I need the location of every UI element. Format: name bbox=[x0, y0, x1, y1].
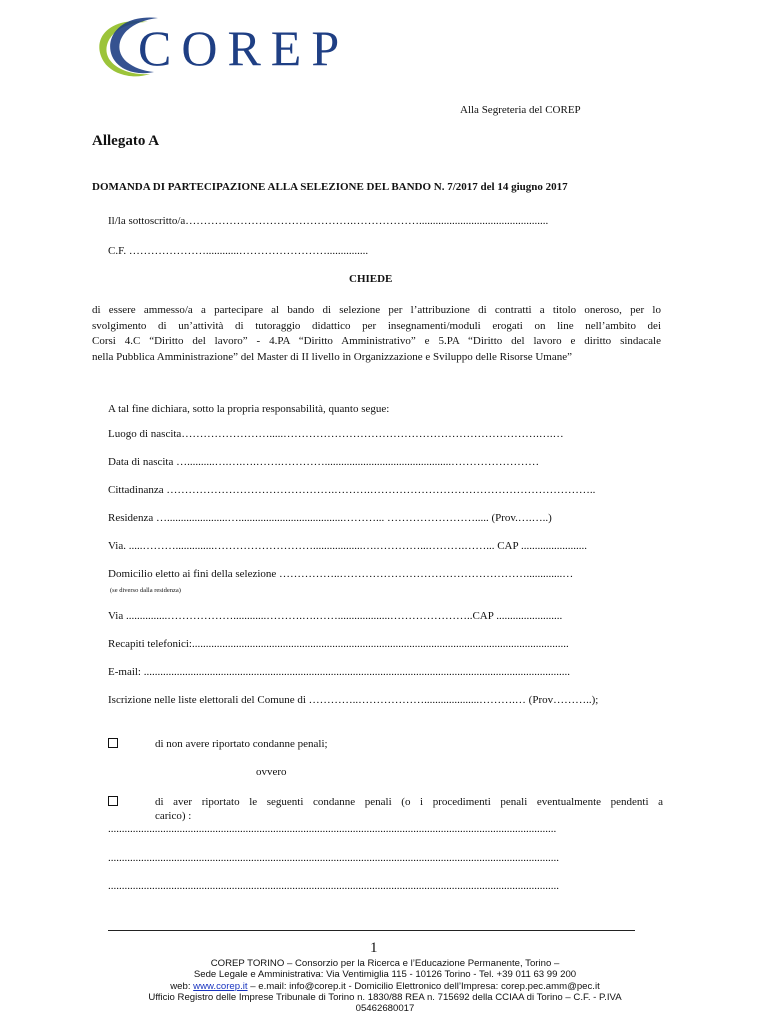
footer-line: 05462680017 bbox=[355, 1003, 415, 1015]
website-link[interactable]: www.corep.it bbox=[193, 980, 248, 992]
condanne-label-line: di aver riportato le seguenti condanne penali (o i procedimenti penali eventualmente pendenti a bbox=[155, 796, 663, 808]
request-line: Corsi 4.C “Diritto del lavoro” - 4.PA “Diritto Amministrativo” e 5.PA “Diritto del lavoro e diritto sindacale bbox=[92, 335, 661, 347]
footer bbox=[90, 958, 680, 1014]
no-condanne-checkbox[interactable] bbox=[108, 738, 118, 748]
via-domicilio-field[interactable]: Via ...............………………............……….….……...................…………………..CAP ........................ bbox=[108, 610, 563, 622]
footer-line: Sede Legale e Amministrativa: Via Ventimiglia 115 - 10126 Torino - Tel. +39 011 63 99 200 bbox=[193, 969, 577, 981]
condanne-label-line: carico) : bbox=[155, 810, 192, 822]
condanne-blank-line[interactable]: .................................................................................................................................................................... bbox=[108, 852, 559, 864]
condanne-checkbox[interactable] bbox=[108, 796, 118, 806]
domicilio-note: (se diverso dalla residenza) bbox=[110, 587, 181, 594]
page-number: 1 bbox=[370, 940, 378, 956]
request-line: nella Pubblica Amministrazione” del Master di II livello in Organizzazione e Sviluppo delle Risorse Umane” bbox=[92, 350, 572, 363]
condanne-label bbox=[155, 795, 663, 823]
declaration-intro: A tal fine dichiara, sotto la propria responsabilità, quanto segue: bbox=[108, 403, 390, 415]
footer-line bbox=[90, 981, 680, 992]
request-paragraph bbox=[92, 303, 661, 365]
footer-line: COREP TORINO – Consorzio per la Ricerca e l’Educazione Permanente, Torino – bbox=[210, 958, 560, 969]
cf-field[interactable]: C.F. …………………............……………………............... bbox=[108, 245, 369, 257]
condanne-blank-line[interactable]: .................................................................................................................................................................... bbox=[108, 880, 559, 892]
recipient-line: Alla Segreteria del COREP bbox=[460, 104, 581, 116]
corep-logo bbox=[88, 12, 358, 82]
via-residenza-field[interactable]: Via. .....………..............………………………..................….…………...……….……... CAP ........................ bbox=[108, 540, 587, 552]
domicilio-field[interactable]: Domicilio eletto ai fini della selezione ……………..…………………………………………….............… bbox=[108, 568, 574, 580]
sottoscritto-field[interactable]: Il/la sottoscritto/a……………………………………….………………............................................... bbox=[108, 215, 549, 227]
luogo-nascita-field[interactable]: Luogo di nascita…………………….....…………………………………………………………….….… bbox=[108, 428, 564, 440]
request-line: di essere ammesso/a a partecipare al bando di selezione per l’attribuzione di contratti a titolo oneroso, per lo bbox=[92, 304, 661, 316]
footer-line: Ufficio Registro delle Imprese Tribunale di Torino n. 1830/88 REA n. 715692 della CCIAA di Torino – C.F. - P.IVA bbox=[148, 991, 622, 1003]
logo-wordmark: COREP bbox=[138, 20, 350, 76]
residenza-field[interactable]: Residenza …......................…......................................………... ……………………..... (Prov.….…..) bbox=[108, 512, 552, 524]
condanne-blank-line[interactable]: ................................................................................................................................................................... bbox=[108, 823, 557, 835]
document-title: Allegato A bbox=[92, 133, 160, 149]
request-line: svolgimento di un’attività di tutoraggio didattico per insegnamenti/moduli erogati on line nell’ambito dei bbox=[92, 319, 661, 332]
chiede-heading: CHIEDE bbox=[349, 273, 393, 285]
cittadinanza-field[interactable]: Cittadinanza ……………………………………….……….…………………………………………………….. bbox=[108, 484, 596, 496]
recapiti-field[interactable]: Recapiti telefonici:......................................................................................................................................... bbox=[108, 638, 569, 650]
email-field[interactable]: E-mail: ........................................................................................................................................................... bbox=[108, 666, 570, 678]
footer-web-suffix: – e.mail: info@corep.it - Domicilio Elettronico dell’Impresa: corep.pec.amm@pec.it bbox=[247, 980, 600, 992]
iscrizione-field[interactable]: Iscrizione nelle liste elettorali del Comune di …………..………………....................……….… (Prov………..); bbox=[108, 694, 599, 706]
document-subtitle: DOMANDA DI PARTECIPAZIONE ALLA SELEZIONE DEL BANDO N. 7/2017 del 14 giugno 2017 bbox=[92, 181, 568, 193]
data-nascita-field[interactable]: Data di nascita …..........….….….…….…………..............................................…………………… bbox=[108, 456, 540, 468]
ovvero-label: ovvero bbox=[256, 766, 287, 778]
footer-web-prefix: web: bbox=[170, 980, 194, 992]
footer-divider bbox=[108, 930, 635, 931]
no-condanne-label: di non avere riportato condanne penali; bbox=[155, 738, 328, 750]
